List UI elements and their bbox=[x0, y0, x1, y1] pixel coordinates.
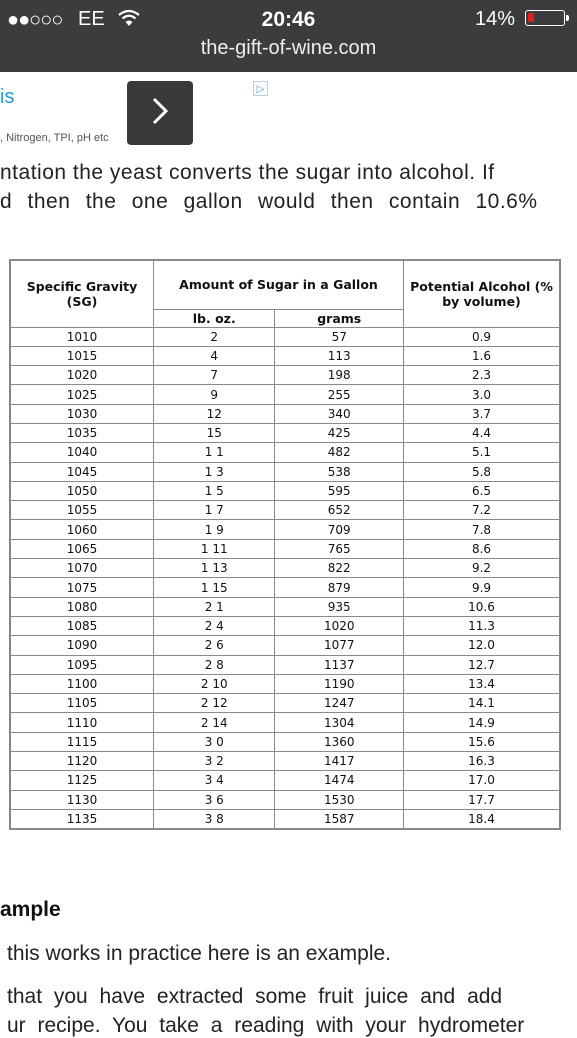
cell-alcohol: 7.2 bbox=[403, 501, 560, 520]
cell-lboz: 9 bbox=[154, 385, 275, 404]
cell-alcohol: 2.3 bbox=[403, 366, 560, 385]
cell-grams: 340 bbox=[275, 404, 404, 423]
chevron-right-icon bbox=[149, 95, 171, 132]
table-row bbox=[10, 771, 560, 790]
table-row bbox=[10, 616, 560, 635]
cell-alcohol: 17.0 bbox=[403, 771, 560, 790]
table-row bbox=[10, 520, 560, 539]
cell-sg: 1105 bbox=[10, 694, 154, 713]
cell-grams: 57 bbox=[275, 327, 404, 346]
cell-grams: 198 bbox=[275, 366, 404, 385]
example-line-3: ur recipe. You take a reading with your hydrometer bbox=[7, 1014, 525, 1037]
cell-alcohol: 15.6 bbox=[403, 732, 560, 751]
cell-sg: 1085 bbox=[10, 616, 154, 635]
cell-sg: 1055 bbox=[10, 501, 154, 520]
cell-sg: 1100 bbox=[10, 674, 154, 693]
table-row bbox=[10, 752, 560, 771]
cell-sg: 1075 bbox=[10, 578, 154, 597]
cell-sg: 1035 bbox=[10, 423, 154, 442]
cell-grams: 1474 bbox=[275, 771, 404, 790]
cell-sg: 1125 bbox=[10, 771, 154, 790]
cell-grams: 255 bbox=[275, 385, 404, 404]
table-row bbox=[10, 423, 560, 442]
cell-alcohol: 3.0 bbox=[403, 385, 560, 404]
header-lb-oz: lb. oz. bbox=[154, 309, 275, 327]
header-specific-gravity: Specific Gravity (SG) bbox=[10, 260, 154, 327]
cell-grams: 1530 bbox=[275, 790, 404, 809]
cell-sg: 1045 bbox=[10, 462, 154, 481]
cell-lboz: 4 bbox=[154, 346, 275, 365]
signal-strength: ●●○○○ bbox=[7, 9, 63, 31]
advertisement-banner[interactable] bbox=[0, 72, 577, 152]
table-body bbox=[10, 327, 560, 829]
example-heading: ample bbox=[0, 898, 61, 921]
cell-sg: 1060 bbox=[10, 520, 154, 539]
cell-alcohol: 5.8 bbox=[403, 462, 560, 481]
cell-lboz: 15 bbox=[154, 423, 275, 442]
cell-lboz: 12 bbox=[154, 404, 275, 423]
cell-lboz: 1 3 bbox=[154, 462, 275, 481]
table-row bbox=[10, 501, 560, 520]
table-row bbox=[10, 559, 560, 578]
cell-alcohol: 5.1 bbox=[403, 443, 560, 462]
cell-sg: 1070 bbox=[10, 559, 154, 578]
cell-alcohol: 10.6 bbox=[403, 597, 560, 616]
cell-lboz: 1 11 bbox=[154, 539, 275, 558]
ad-open-button[interactable] bbox=[127, 81, 193, 145]
cell-alcohol: 8.6 bbox=[403, 539, 560, 558]
table-row bbox=[10, 443, 560, 462]
intro-line-1: ntation the yeast converts the sugar into alcohol. If bbox=[0, 161, 495, 184]
cell-alcohol: 9.2 bbox=[403, 559, 560, 578]
cell-lboz: 7 bbox=[154, 366, 275, 385]
cell-sg: 1120 bbox=[10, 752, 154, 771]
cell-lboz: 1 15 bbox=[154, 578, 275, 597]
cell-alcohol: 12.0 bbox=[403, 636, 560, 655]
cell-grams: 1020 bbox=[275, 616, 404, 635]
cell-sg: 1090 bbox=[10, 636, 154, 655]
example-line-2: that you have extracted some fruit juice and add bbox=[7, 985, 503, 1008]
table-row bbox=[10, 346, 560, 365]
table-row bbox=[10, 790, 560, 809]
cell-lboz: 3 0 bbox=[154, 732, 275, 751]
cell-alcohol: 14.9 bbox=[403, 713, 560, 732]
cell-lboz: 1 13 bbox=[154, 559, 275, 578]
table-row bbox=[10, 404, 560, 423]
cell-sg: 1115 bbox=[10, 732, 154, 751]
cell-grams: 482 bbox=[275, 443, 404, 462]
cell-sg: 1015 bbox=[10, 346, 154, 365]
cell-sg: 1020 bbox=[10, 366, 154, 385]
table-row bbox=[10, 597, 560, 616]
cell-lboz: 2 8 bbox=[154, 655, 275, 674]
cell-alcohol: 11.3 bbox=[403, 616, 560, 635]
cell-lboz: 2 bbox=[154, 327, 275, 346]
cell-alcohol: 12.7 bbox=[403, 655, 560, 674]
url-bar[interactable]: the-gift-of-wine.com bbox=[200, 37, 377, 59]
cell-sg: 1030 bbox=[10, 404, 154, 423]
battery-percent: 14% bbox=[474, 8, 515, 30]
table-row bbox=[10, 539, 560, 558]
cell-grams: 709 bbox=[275, 520, 404, 539]
cell-sg: 1025 bbox=[10, 385, 154, 404]
table-row bbox=[10, 809, 560, 829]
cell-lboz: 3 4 bbox=[154, 771, 275, 790]
table-row bbox=[10, 385, 560, 404]
cell-grams: 1304 bbox=[275, 713, 404, 732]
cell-sg: 1050 bbox=[10, 481, 154, 500]
cell-lboz: 2 12 bbox=[154, 694, 275, 713]
adchoices-icon[interactable]: ▷ bbox=[253, 81, 268, 96]
header-grams: grams bbox=[275, 309, 404, 327]
cell-grams: 765 bbox=[275, 539, 404, 558]
cell-sg: 1110 bbox=[10, 713, 154, 732]
cell-sg: 1040 bbox=[10, 443, 154, 462]
ad-subtext: , Nitrogen, TPI, pH etc bbox=[0, 132, 109, 144]
table-row bbox=[10, 636, 560, 655]
cell-alcohol: 14.1 bbox=[403, 694, 560, 713]
cell-grams: 1137 bbox=[275, 655, 404, 674]
cell-lboz: 3 8 bbox=[154, 809, 275, 829]
cell-grams: 1360 bbox=[275, 732, 404, 751]
cell-lboz: 2 14 bbox=[154, 713, 275, 732]
cell-grams: 1417 bbox=[275, 752, 404, 771]
cell-sg: 1065 bbox=[10, 539, 154, 558]
cell-alcohol: 7.8 bbox=[403, 520, 560, 539]
header-sugar-amount: Amount of Sugar in a Gallon bbox=[154, 260, 404, 309]
cell-grams: 1247 bbox=[275, 694, 404, 713]
cell-grams: 822 bbox=[275, 559, 404, 578]
table-row bbox=[10, 481, 560, 500]
cell-lboz: 1 5 bbox=[154, 481, 275, 500]
cell-alcohol: 3.7 bbox=[403, 404, 560, 423]
table-row bbox=[10, 732, 560, 751]
table-row bbox=[10, 655, 560, 674]
cell-lboz: 2 10 bbox=[154, 674, 275, 693]
cell-grams: 879 bbox=[275, 578, 404, 597]
cell-alcohol: 13.4 bbox=[403, 674, 560, 693]
cell-lboz: 1 9 bbox=[154, 520, 275, 539]
cell-sg: 1130 bbox=[10, 790, 154, 809]
clock: 20:46 bbox=[261, 8, 316, 31]
cell-grams: 1190 bbox=[275, 674, 404, 693]
cell-grams: 538 bbox=[275, 462, 404, 481]
cell-grams: 113 bbox=[275, 346, 404, 365]
cell-lboz: 3 2 bbox=[154, 752, 275, 771]
cell-lboz: 2 6 bbox=[154, 636, 275, 655]
table-row bbox=[10, 366, 560, 385]
cell-grams: 935 bbox=[275, 597, 404, 616]
cell-alcohol: 18.4 bbox=[403, 809, 560, 829]
cell-grams: 652 bbox=[275, 501, 404, 520]
cell-sg: 1135 bbox=[10, 809, 154, 829]
cell-alcohol: 17.7 bbox=[403, 790, 560, 809]
cell-lboz: 3 6 bbox=[154, 790, 275, 809]
cell-alcohol: 0.9 bbox=[403, 327, 560, 346]
table-row bbox=[10, 694, 560, 713]
cell-alcohol: 4.4 bbox=[403, 423, 560, 442]
cell-sg: 1010 bbox=[10, 327, 154, 346]
cell-alcohol: 9.9 bbox=[403, 578, 560, 597]
cell-lboz: 1 1 bbox=[154, 443, 275, 462]
cell-alcohol: 1.6 bbox=[403, 346, 560, 365]
sugar-alcohol-table bbox=[9, 259, 561, 830]
ad-headline[interactable]: is bbox=[0, 86, 15, 108]
table-row bbox=[10, 462, 560, 481]
example-line-1: this works in practice here is an example. bbox=[7, 942, 391, 965]
table-row bbox=[10, 327, 560, 346]
table-row bbox=[10, 713, 560, 732]
table-row bbox=[10, 674, 560, 693]
cell-grams: 1587 bbox=[275, 809, 404, 829]
intro-line-2: d then the one gallon would then contain 10.6% bbox=[0, 190, 538, 213]
cell-grams: 595 bbox=[275, 481, 404, 500]
cell-sg: 1080 bbox=[10, 597, 154, 616]
cell-grams: 425 bbox=[275, 423, 404, 442]
header-potential-alcohol: Potential Alcohol (% by volume) bbox=[403, 260, 560, 327]
cell-lboz: 2 4 bbox=[154, 616, 275, 635]
status-bar bbox=[0, 0, 577, 72]
table-row bbox=[10, 578, 560, 597]
carrier-name: EE bbox=[78, 8, 105, 30]
cell-grams: 1077 bbox=[275, 636, 404, 655]
cell-alcohol: 6.5 bbox=[403, 481, 560, 500]
battery-icon bbox=[525, 10, 565, 26]
cell-lboz: 2 1 bbox=[154, 597, 275, 616]
cell-alcohol: 16.3 bbox=[403, 752, 560, 771]
cell-lboz: 1 7 bbox=[154, 501, 275, 520]
cell-sg: 1095 bbox=[10, 655, 154, 674]
